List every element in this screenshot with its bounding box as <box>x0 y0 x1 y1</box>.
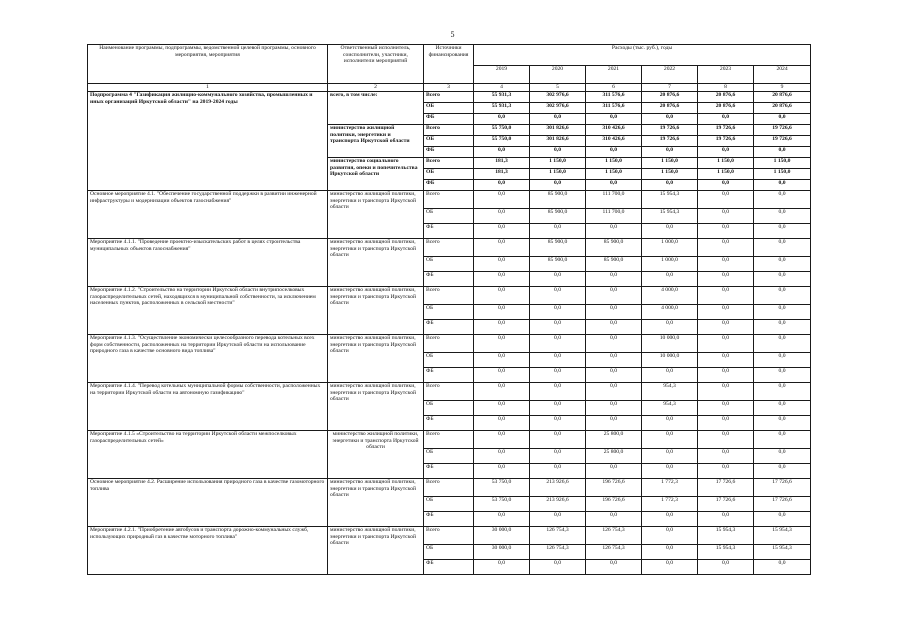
value-cell: 20 876,6 <box>698 92 754 103</box>
source-cell: Всего <box>424 125 474 136</box>
source-cell: ФБ <box>424 224 474 239</box>
value-cell: 53 750,0 <box>474 479 530 497</box>
value-cell: 0,0 <box>530 416 586 431</box>
value-cell: 0,0 <box>642 320 698 335</box>
value-cell: 55 931,3 <box>474 103 530 114</box>
value-cell: 55 750,0 <box>474 136 530 147</box>
value-cell: 310 426,6 <box>586 125 642 136</box>
column-number: 8 <box>698 84 754 92</box>
value-cell: 0,0 <box>754 209 811 224</box>
value-cell: 311 576,6 <box>586 92 642 103</box>
column-number: 2 <box>328 84 424 92</box>
executor-cell: министерство жилищной политики, энергетики и транспорта Иркутской области <box>328 239 424 287</box>
value-cell: 0,0 <box>754 191 811 209</box>
value-cell: 0,0 <box>754 449 811 464</box>
value-cell: 1 772,3 <box>642 497 698 512</box>
header-row <box>88 45 811 66</box>
program-title: Основное мероприятие 4.1. "Обеспечение государственной поддержки в развитии инженерной инфраструктуры и модернизации объектов газоснабжения" <box>88 191 328 239</box>
value-cell: 0,0 <box>754 180 811 191</box>
value-cell: 0,0 <box>474 272 530 287</box>
value-cell: 0,0 <box>474 191 530 209</box>
value-cell: 0,0 <box>698 449 754 464</box>
value-cell: 0,0 <box>642 272 698 287</box>
value-cell: 0,0 <box>586 383 642 401</box>
value-cell: 15 954,3 <box>642 191 698 209</box>
value-cell: 0,0 <box>530 383 586 401</box>
source-cell: ФБ <box>424 114 474 125</box>
value-cell: 0,0 <box>474 416 530 431</box>
value-cell: 0,0 <box>474 383 530 401</box>
column-number: 9 <box>754 84 811 92</box>
value-cell: 954,3 <box>642 401 698 416</box>
value-cell: 181,3 <box>474 169 530 180</box>
value-cell: 17 726,6 <box>754 497 811 512</box>
value-cell: 0,0 <box>698 512 754 527</box>
value-cell: 0,0 <box>586 560 642 575</box>
value-cell: 10 000,0 <box>642 335 698 353</box>
value-cell: 0,0 <box>586 305 642 320</box>
financing-table <box>87 44 811 575</box>
value-cell: 0,0 <box>474 368 530 383</box>
program-title: Мероприятие 4.1.4. "Перевод котельных муниципальной формы собственности, расположенных на территории Иркутской области на автономную газификацию" <box>88 383 328 431</box>
column-number: 7 <box>642 84 698 92</box>
value-cell: 0,0 <box>474 114 530 125</box>
value-cell: 0,0 <box>642 114 698 125</box>
value-cell: 0,0 <box>530 368 586 383</box>
value-cell: 53 750,0 <box>474 497 530 512</box>
value-cell: 1 000,0 <box>642 239 698 257</box>
value-cell: 55 931,3 <box>474 92 530 103</box>
value-cell: 0,0 <box>698 464 754 479</box>
value-cell: 1 150,0 <box>586 169 642 180</box>
source-cell: Всего <box>424 335 474 353</box>
value-cell: 0,0 <box>698 560 754 575</box>
header-year: 2019 <box>474 66 530 84</box>
source-cell: ОБ <box>424 257 474 272</box>
value-cell: 17 726,6 <box>754 479 811 497</box>
source-cell: ФБ <box>424 272 474 287</box>
value-cell: 954,3 <box>642 383 698 401</box>
value-cell: 1 150,0 <box>754 158 811 169</box>
value-cell: 0,0 <box>642 512 698 527</box>
value-cell: 19 726,6 <box>754 136 811 147</box>
value-cell: 1 000,0 <box>642 257 698 272</box>
value-cell: 1 150,0 <box>586 158 642 169</box>
value-cell: 0,0 <box>698 353 754 368</box>
value-cell: 301 826,6 <box>530 125 586 136</box>
value-cell: 0,0 <box>530 353 586 368</box>
value-cell: 0,0 <box>642 224 698 239</box>
value-cell: 20 876,6 <box>698 103 754 114</box>
source-cell: ФБ <box>424 368 474 383</box>
value-cell: 17 726,6 <box>698 479 754 497</box>
value-cell: 0,0 <box>474 353 530 368</box>
table-row <box>88 287 811 305</box>
value-cell: 1 150,0 <box>698 158 754 169</box>
value-cell: 0,0 <box>586 320 642 335</box>
value-cell: 0,0 <box>530 287 586 305</box>
value-cell: 0,0 <box>754 512 811 527</box>
value-cell: 0,0 <box>586 464 642 479</box>
column-number: 6 <box>586 84 642 92</box>
value-cell: 85 900,0 <box>530 209 586 224</box>
value-cell: 301 826,6 <box>530 136 586 147</box>
value-cell: 0,0 <box>474 464 530 479</box>
program-title: Мероприятие 4.2.1. "Приобретение автобусов и транспорта дорожно-коммунальных служб, использующих природный газ в качестве моторного топлива" <box>88 527 328 575</box>
executor-cell: всего, в том числе: <box>328 92 424 125</box>
value-cell: 0,0 <box>586 416 642 431</box>
value-cell: 20 876,6 <box>754 92 811 103</box>
value-cell: 302 976,6 <box>530 92 586 103</box>
table-row <box>88 239 811 257</box>
table-row <box>88 335 811 353</box>
column-number: 1 <box>88 84 328 92</box>
value-cell: 0,0 <box>698 305 754 320</box>
source-cell: ФБ <box>424 180 474 191</box>
subprogram-title: Подпрограмма 4 "Газификация жилищно-коммунального хозяйства, промышленных и иных организаций Иркутской области" на 2019-2024 годы <box>88 92 328 191</box>
source-cell: Всего <box>424 92 474 103</box>
value-cell: 0,0 <box>530 401 586 416</box>
value-cell: 0,0 <box>642 147 698 158</box>
column-number: 4 <box>474 84 530 92</box>
value-cell: 30 000,0 <box>474 527 530 545</box>
source-cell: ОБ <box>424 401 474 416</box>
header-expenses: Расходы (тыс. руб.), годы <box>474 45 811 66</box>
source-cell: Всего <box>424 527 474 545</box>
value-cell: 19 726,6 <box>642 136 698 147</box>
value-cell: 85 900,0 <box>530 239 586 257</box>
source-cell: ОБ <box>424 353 474 368</box>
executor-cell: министерство жилищной политики, энергетики и транспорта Иркутской области <box>328 335 424 383</box>
source-cell: Всего <box>424 431 474 449</box>
value-cell: 0,0 <box>754 560 811 575</box>
executor-cell: министерство жилищной политики, энергетики и транспорта Иркутской области <box>328 527 424 575</box>
value-cell: 0,0 <box>642 560 698 575</box>
value-cell: 0,0 <box>642 545 698 560</box>
value-cell: 0,0 <box>530 464 586 479</box>
table-row <box>88 191 811 209</box>
value-cell: 0,0 <box>474 560 530 575</box>
value-cell: 0,0 <box>754 287 811 305</box>
value-cell: 55 750,0 <box>474 125 530 136</box>
value-cell: 0,0 <box>530 335 586 353</box>
source-cell: Всего <box>424 191 474 209</box>
program-title: Мероприятие 4.1.5 «Строительство на территории Иркутской области межпоселковых газораспределительных сетей» <box>88 431 328 479</box>
value-cell: 0,0 <box>474 180 530 191</box>
value-cell: 0,0 <box>754 431 811 449</box>
value-cell: 0,0 <box>530 431 586 449</box>
value-cell: 15 954,3 <box>754 527 811 545</box>
executor-cell: министерство жилищной политики, энергетики и транспорта Иркутской области <box>328 383 424 431</box>
table-row <box>88 431 811 449</box>
source-cell: ФБ <box>424 147 474 158</box>
value-cell: 0,0 <box>698 383 754 401</box>
value-cell: 196 726,6 <box>586 497 642 512</box>
source-cell: ФБ <box>424 560 474 575</box>
value-cell: 19 726,6 <box>698 136 754 147</box>
header-program: Наименование программы, подпрограммы, ведомственной целевой программы, основного мероприятия, мероприятия <box>88 45 328 84</box>
value-cell: 111 700,0 <box>586 209 642 224</box>
value-cell: 0,0 <box>642 464 698 479</box>
header-numbers-row <box>88 84 811 92</box>
header-year: 2020 <box>530 66 586 84</box>
value-cell: 1 772,3 <box>642 479 698 497</box>
value-cell: 0,0 <box>698 287 754 305</box>
value-cell: 0,0 <box>754 320 811 335</box>
value-cell: 126 754,3 <box>530 527 586 545</box>
value-cell: 0,0 <box>754 224 811 239</box>
value-cell: 0,0 <box>642 416 698 431</box>
value-cell: 181,3 <box>474 158 530 169</box>
executor-cell: министерство жилищной политики, энергетики и транспорта Иркутской области <box>328 287 424 335</box>
value-cell: 0,0 <box>474 257 530 272</box>
value-cell: 126 754,3 <box>586 527 642 545</box>
value-cell: 20 876,6 <box>642 92 698 103</box>
value-cell: 0,0 <box>754 272 811 287</box>
value-cell: 0,0 <box>530 114 586 125</box>
value-cell: 0,0 <box>586 335 642 353</box>
value-cell: 85 900,0 <box>586 257 642 272</box>
value-cell: 19 726,6 <box>698 125 754 136</box>
value-cell: 20 876,6 <box>754 103 811 114</box>
value-cell: 1 150,0 <box>642 169 698 180</box>
value-cell: 19 726,6 <box>754 125 811 136</box>
value-cell: 0,0 <box>754 147 811 158</box>
value-cell: 0,0 <box>530 305 586 320</box>
source-cell: ОБ <box>424 497 474 512</box>
source-cell: Всего <box>424 383 474 401</box>
value-cell: 0,0 <box>586 180 642 191</box>
header-year: 2023 <box>698 66 754 84</box>
value-cell: 0,0 <box>474 209 530 224</box>
value-cell: 15 954,3 <box>642 209 698 224</box>
header-executor: Ответственный исполнитель, соисполнители, участники, исполнители мероприятий <box>328 45 424 84</box>
value-cell: 1 150,0 <box>642 158 698 169</box>
value-cell: 0,0 <box>474 287 530 305</box>
value-cell: 0,0 <box>698 147 754 158</box>
value-cell: 310 426,6 <box>586 136 642 147</box>
value-cell: 1 150,0 <box>530 158 586 169</box>
value-cell: 196 726,6 <box>586 479 642 497</box>
value-cell: 0,0 <box>474 320 530 335</box>
value-cell: 0,0 <box>698 368 754 383</box>
value-cell: 85 900,0 <box>530 191 586 209</box>
value-cell: 0,0 <box>530 224 586 239</box>
executor-cell: министерство жилищной политики, энергетики и транспорта Иркутской области <box>328 191 424 239</box>
value-cell: 0,0 <box>698 416 754 431</box>
value-cell: 19 726,6 <box>642 125 698 136</box>
value-cell: 15 954,3 <box>698 545 754 560</box>
value-cell: 0,0 <box>698 191 754 209</box>
value-cell: 30 000,0 <box>474 545 530 560</box>
value-cell: 0,0 <box>698 320 754 335</box>
value-cell: 0,0 <box>530 147 586 158</box>
value-cell: 0,0 <box>530 272 586 287</box>
value-cell: 0,0 <box>698 272 754 287</box>
value-cell: 4 000,0 <box>642 305 698 320</box>
value-cell: 0,0 <box>530 180 586 191</box>
value-cell: 85 900,0 <box>530 257 586 272</box>
value-cell: 0,0 <box>642 368 698 383</box>
value-cell: 0,0 <box>698 431 754 449</box>
value-cell: 0,0 <box>698 114 754 125</box>
value-cell: 0,0 <box>754 257 811 272</box>
value-cell: 0,0 <box>754 383 811 401</box>
value-cell: 0,0 <box>474 335 530 353</box>
source-cell: ОБ <box>424 103 474 114</box>
value-cell: 0,0 <box>698 257 754 272</box>
value-cell: 0,0 <box>530 320 586 335</box>
source-cell: Всего <box>424 479 474 497</box>
value-cell: 0,0 <box>642 449 698 464</box>
program-title: Основное мероприятие 4.2. Расширение использования природного газа в качестве газомоторного топлива <box>88 479 328 527</box>
value-cell: 0,0 <box>586 368 642 383</box>
value-cell: 15 954,3 <box>754 545 811 560</box>
program-title: Мероприятие 4.1.3. "Осуществление экономически целесообразного перевода котельных всех форм собственности, расположенных на территории Иркутской области на использование природного газа в качестве основного вида топлива" <box>88 335 328 383</box>
table-row <box>88 383 811 401</box>
value-cell: 17 726,6 <box>698 497 754 512</box>
source-cell: ОБ <box>424 169 474 180</box>
value-cell: 20 876,6 <box>642 103 698 114</box>
page-number: 5 <box>450 30 455 39</box>
value-cell: 0,0 <box>642 527 698 545</box>
value-cell: 0,0 <box>586 272 642 287</box>
header-year: 2024 <box>754 66 811 84</box>
value-cell: 0,0 <box>698 180 754 191</box>
program-title: Мероприятие 4.1.1. "Проведение проектно-изыскательских работ в целях строительства муниципальных объектов газоснабжения" <box>88 239 328 287</box>
source-cell: ФБ <box>424 464 474 479</box>
value-cell: 0,0 <box>698 335 754 353</box>
value-cell: 1 150,0 <box>698 169 754 180</box>
value-cell: 0,0 <box>698 239 754 257</box>
value-cell: 4 000,0 <box>642 287 698 305</box>
value-cell: 0,0 <box>530 560 586 575</box>
executor-cell: министерство социального развития, опеки и попечительства Иркутской области <box>328 158 424 191</box>
value-cell: 213 926,6 <box>530 479 586 497</box>
value-cell: 0,0 <box>586 353 642 368</box>
value-cell: 0,0 <box>642 180 698 191</box>
value-cell: 0,0 <box>754 305 811 320</box>
value-cell: 0,0 <box>754 335 811 353</box>
source-cell: Всего <box>424 158 474 169</box>
value-cell: 311 576,6 <box>586 103 642 114</box>
value-cell: 0,0 <box>642 431 698 449</box>
header-source: Источники финансирования <box>424 45 474 84</box>
value-cell: 0,0 <box>474 239 530 257</box>
value-cell: 126 754,3 <box>530 545 586 560</box>
source-cell: ОБ <box>424 449 474 464</box>
table-row <box>88 92 811 103</box>
value-cell: 0,0 <box>474 431 530 449</box>
source-cell: ФБ <box>424 320 474 335</box>
value-cell: 0,0 <box>530 449 586 464</box>
header-year: 2022 <box>642 66 698 84</box>
table-row <box>88 527 811 545</box>
source-cell: ОБ <box>424 136 474 147</box>
value-cell: 0,0 <box>698 209 754 224</box>
source-cell: ОБ <box>424 209 474 224</box>
value-cell: 0,0 <box>698 401 754 416</box>
value-cell: 0,0 <box>754 416 811 431</box>
source-cell: ОБ <box>424 545 474 560</box>
value-cell: 0,0 <box>586 401 642 416</box>
value-cell: 111 700,0 <box>586 191 642 209</box>
source-cell: Всего <box>424 239 474 257</box>
value-cell: 0,0 <box>474 224 530 239</box>
value-cell: 0,0 <box>586 287 642 305</box>
value-cell: 0,0 <box>754 401 811 416</box>
value-cell: 0,0 <box>586 147 642 158</box>
column-number: 3 <box>424 84 474 92</box>
program-title: Мероприятие 4.1.2. "Строительство на территории Иркутской области внутрипоселковых газораспределительных сетей, находящихся в муниципальной собственности, за исключением населенных пунктов, расположенных в сельской местности" <box>88 287 328 335</box>
value-cell: 1 150,0 <box>530 169 586 180</box>
value-cell: 0,0 <box>586 114 642 125</box>
value-cell: 0,0 <box>474 449 530 464</box>
value-cell: 0,0 <box>698 224 754 239</box>
value-cell: 1 150,0 <box>754 169 811 180</box>
executor-cell: министерство жилищной политики, энергетики и транспорта Иркутской области <box>328 431 424 479</box>
value-cell: 0,0 <box>754 464 811 479</box>
value-cell: 126 754,3 <box>586 545 642 560</box>
source-cell: ФБ <box>424 416 474 431</box>
executor-cell: министерство жилищной политики, энергетики и транспорта Иркутской области <box>328 125 424 158</box>
value-cell: 85 900,0 <box>586 239 642 257</box>
column-number: 5 <box>530 84 586 92</box>
value-cell: 15 954,3 <box>698 527 754 545</box>
value-cell: 0,0 <box>754 353 811 368</box>
value-cell: 0,0 <box>586 224 642 239</box>
executor-cell: министерство жилищной политики, энергетики и транспорта Иркутской области <box>328 479 424 527</box>
value-cell: 0,0 <box>474 512 530 527</box>
value-cell: 0,0 <box>754 368 811 383</box>
value-cell: 25 800,0 <box>586 431 642 449</box>
value-cell: 0,0 <box>474 305 530 320</box>
value-cell: 10 000,0 <box>642 353 698 368</box>
value-cell: 25 800,0 <box>586 449 642 464</box>
value-cell: 0,0 <box>474 147 530 158</box>
value-cell: 0,0 <box>474 401 530 416</box>
value-cell: 0,0 <box>586 512 642 527</box>
value-cell: 213 926,6 <box>530 497 586 512</box>
value-cell: 302 976,6 <box>530 103 586 114</box>
source-cell: ФБ <box>424 512 474 527</box>
value-cell: 0,0 <box>530 512 586 527</box>
value-cell: 0,0 <box>754 239 811 257</box>
source-cell: ОБ <box>424 305 474 320</box>
value-cell: 0,0 <box>754 114 811 125</box>
header-year: 2021 <box>586 66 642 84</box>
table-row <box>88 479 811 497</box>
source-cell: Всего <box>424 287 474 305</box>
